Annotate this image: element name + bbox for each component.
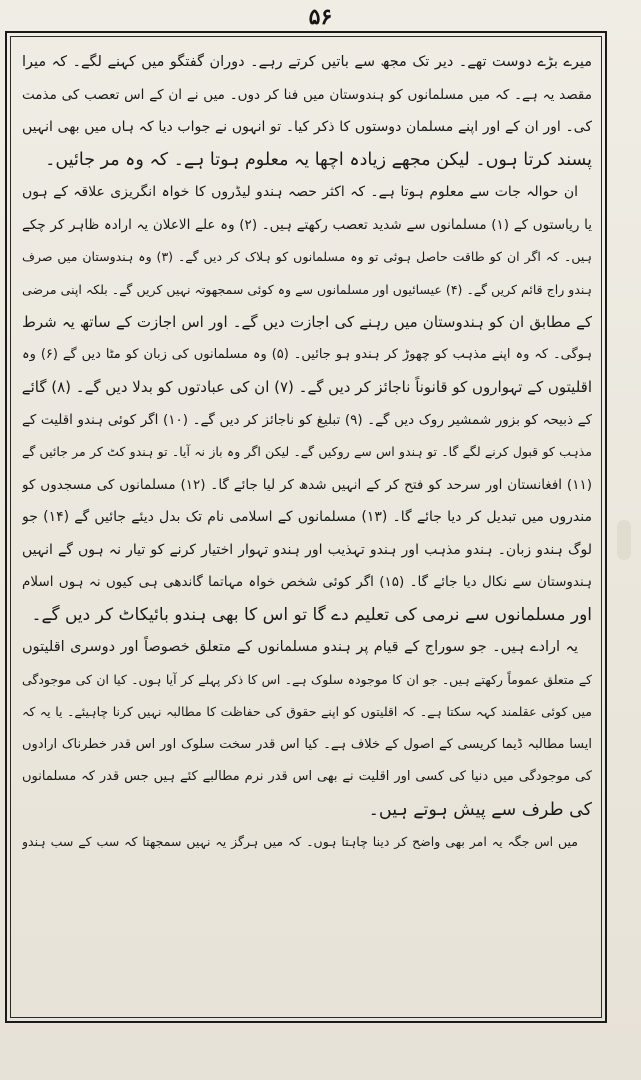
text-line: ہندو راج قائم کریں گے۔ (۴) عیسائیوں اور مسلمانوں سے وہ کوئی سمجھوتہ نہیں کریں گے۔ بلکہ اپنی مرضی: [22, 281, 592, 297]
text-line: ہندوستان سے نکال دیا جائے گا۔ (۱۵) اگر کوئی شخص خواہ مہاتما گاندھی ہی کیوں نہ ہوں اسلام: [22, 574, 592, 590]
text-line: کی طرف سے پیش ہوتے ہیں۔: [368, 799, 592, 820]
text-line: لوگ ہندو زبان۔ ہندو مذہب اور ہندو تہذیب اور ہندو تہوار اختیار کرنے کو تیار نہ ہوں گے انہیں: [22, 541, 592, 558]
text-line: ہوگی۔ کہ وہ اپنے مذہب کو چھوڑ کر ہندو ہو جائیں۔ (۵) وہ مسلمانوں کی زبان کو مٹا دیں گے (۶) وہ: [22, 346, 592, 362]
paragraph-2: [22, 176, 592, 631]
paragraph-4: [22, 826, 592, 859]
text-line: ان حوالہ جات سے معلوم ہوتا ہے۔ کہ اکثر حصہ ہندو لیڈروں کا خواہ انگریزی علاقہ کے ہوں: [22, 184, 578, 200]
text-line: کے مطابق ان کو ہندوستان میں رہنے کی اجازت دیں گے۔ اور اس اجازت کے ساتھ یہ شرط: [22, 313, 592, 331]
text-line: (۱۱) افغانستان اور سرحد کو فتح کر کے انہیں شدھ کر لیا جائے گا۔ (۱۲) مسلمانوں کی مسجدوں کو: [22, 476, 592, 493]
paper-stain: [617, 520, 631, 560]
text-line: مقصد یہ ہے۔ کہ میں مسلمانوں کو ہندوستان میں فنا کر دوں۔ میں نے ان کے اس تعصب کی مذمت: [22, 86, 592, 103]
text-line: مندروں میں تبدیل کر دیا جائے گا۔ (۱۳) مسلمانوں کے اسلامی نام تک بدل دیئے جائیں گے (۱۴) جو: [22, 509, 592, 525]
text-line: اقلیتوں کے تہواروں کو قانوناً ناجائز کر دیں گے۔ (۷) ان کی عبادتوں کو بدلا دیں گے۔ (۸) گائے: [22, 378, 592, 396]
text-line: میں اس جگہ یہ امر بھی واضح کر دینا چاہتا ہوں۔ کہ میں ہرگز یہ نہیں سمجھتا کہ سب کے سب ہندو: [22, 834, 578, 849]
page-number: ۵۶: [308, 4, 333, 30]
text-line: پسند کرتا ہوں۔ لیکن مجھے زیادہ اچھا یہ معلوم ہوتا ہے۔ کہ وہ مر جائیں۔: [45, 149, 592, 170]
text-line: ہیں۔ کہ اگر ان کو طاقت حاصل ہوئی تو وہ مسلمانوں کو ہلاک کر دیں گے۔ (۳) وہ ہندوستان میں صرف: [22, 249, 592, 264]
text-line: کے متعلق عموماً رکھتے ہیں۔ جو ان کا موجودہ سلوک ہے۔ اس کا ذکر پہلے کر آیا ہوں۔ کیا ان کی موجودگی: [22, 671, 592, 687]
paragraph-3: [22, 631, 592, 826]
text-line: کے ذبیحہ کو بزور شمشیر روک دیں گے۔ (۹) تبلیغ کو ناجائز کر دیں گے۔ (۱۰) اگر کوئی ہندو اقلیت کے: [22, 411, 592, 428]
text-line: کی۔ اور ان کے اور اپنے مسلمان دوستوں کا ذکر کیا۔ تو انہوں نے جواب دیا کہ ہاں میں بھی انہیں: [22, 119, 592, 135]
text-line: یا ریاستوں کے (۱) مسلمانوں سے شدید تعصب رکھتے ہیں۔ (۲) وہ علے الاعلان یہ ارادہ ظاہر کر چکے: [22, 216, 592, 233]
paragraph-1: [22, 46, 592, 176]
text-line: کی موجودگی میں دنیا کی کسی اور اقلیت نے بھی اس قدر نرم مطالبے کئے ہیں جس قدر کہ مسلمانوں: [22, 769, 592, 784]
page-text-body: [22, 46, 592, 1012]
text-line: ایسا مطالبہ ڈیما کریسی کے اصول کے خلاف ہے۔ کیا اس قدر سخت سلوک اور اس قدر خطرناک ارادوں: [22, 736, 592, 752]
text-line: میرے بڑے دوست تھے۔ دیر تک مجھ سے باتیں کرتے رہے۔ دوران گفتگو میں کہنے لگے۔ کہ میرا: [22, 54, 592, 70]
text-line: میں کوئی عقلمند کہہ سکتا ہے۔ کہ اقلیتوں کو اپنے حقوق کی حفاظت کا مطالبہ نہیں کرنا چاہیئے۔ یا یہ کہ: [22, 704, 592, 719]
text-line: اور مسلمانوں سے نرمی کی تعلیم دے گا تو اس کا بھی ہندو بائیکاٹ کر دیں گے۔: [31, 604, 592, 625]
text-line: یہ ارادے ہیں۔ جو سوراج کے قیام پر ہندو مسلمانوں کے متعلق خصوصاً اور دوسری اقلیتوں: [22, 639, 578, 655]
text-line: مذہب کو قبول کرنے لگے گا۔ تو ہندو اس سے روکیں گے۔ لیکن اگر وہ باز نہ آیا۔ تو ہندو کٹ کر مر جائیں گے: [22, 444, 592, 459]
